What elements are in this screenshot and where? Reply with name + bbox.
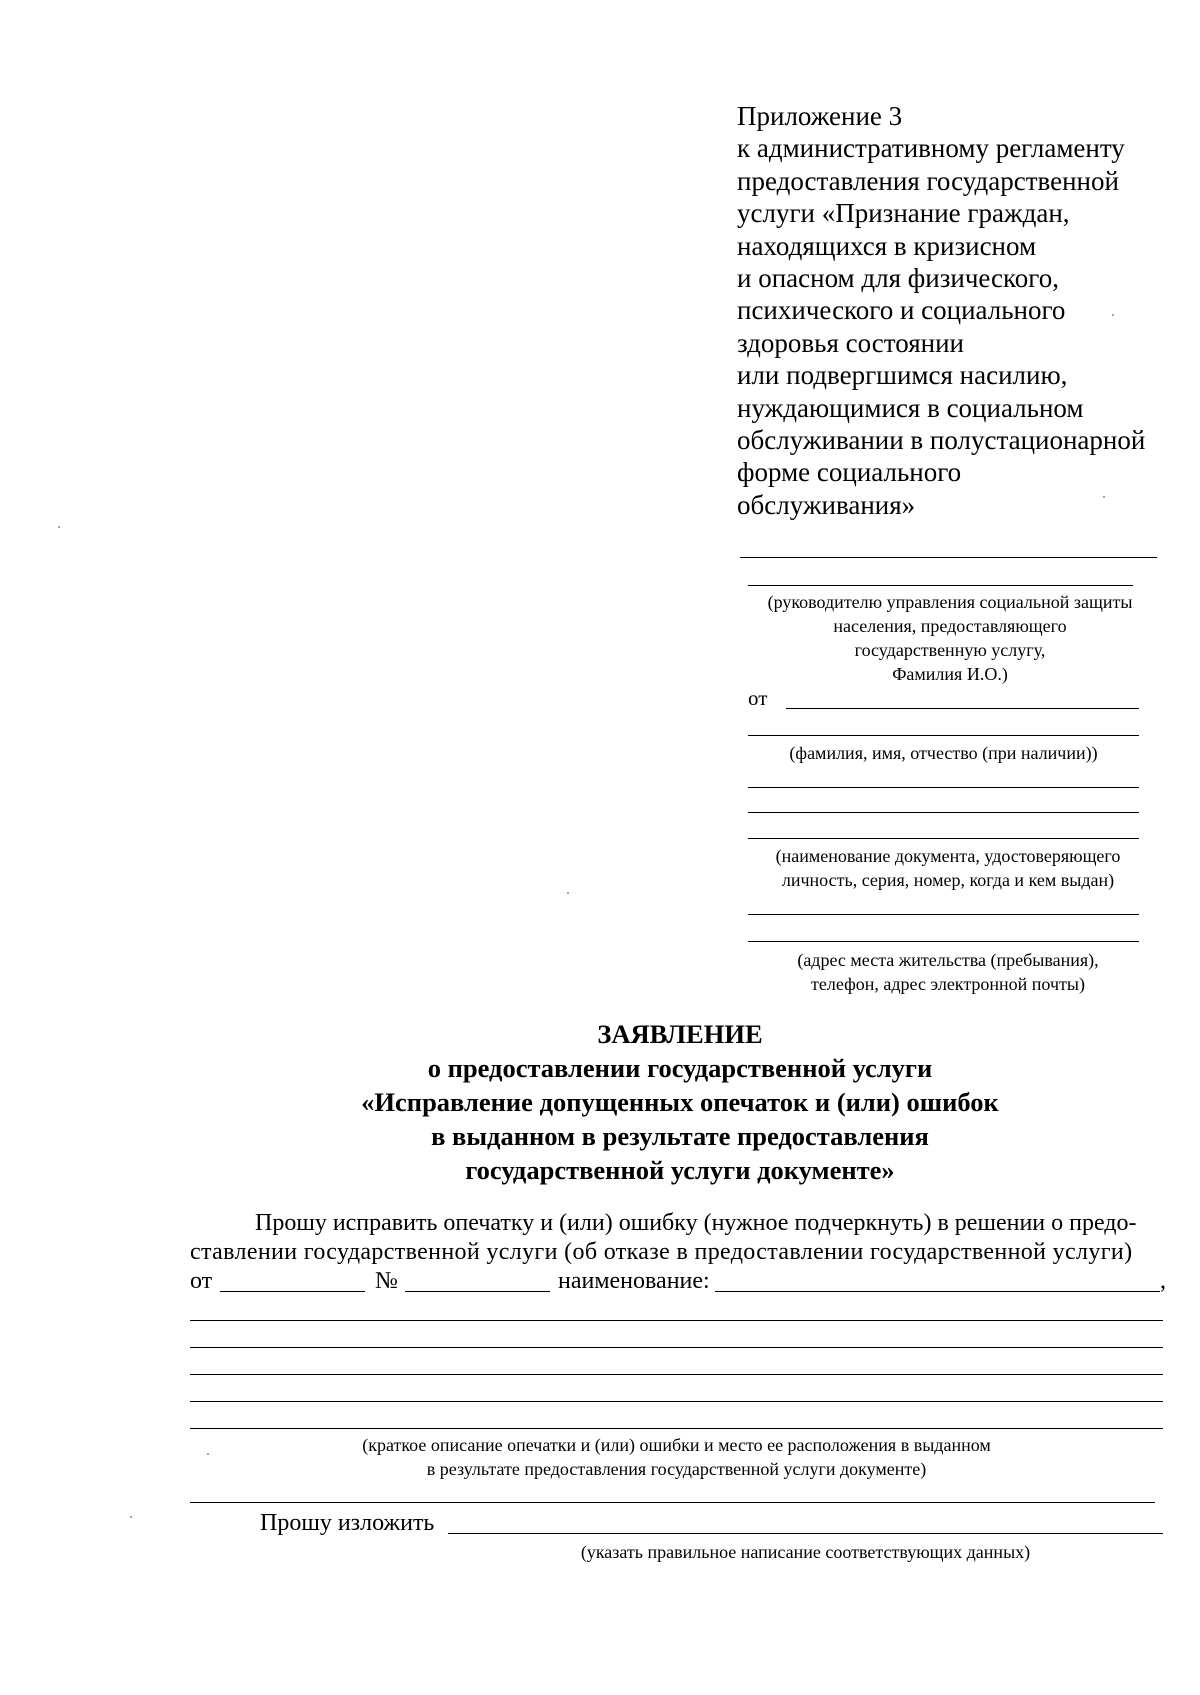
appendix-line: обслуживании в полустационарной <box>737 425 1146 456</box>
caption-line: (краткое описание опечатки и (или) ошибки и место ее расположения в выданном <box>362 1435 991 1455</box>
appendix-header <box>737 100 1177 521</box>
restate-caption <box>448 1540 1163 1564</box>
request-text-line: ставлении государственной услуги (об отказе в предоставлении государственной услуги) <box>190 1239 1133 1265</box>
caption-line: (адрес места жительства (пребывания), <box>797 950 1099 970</box>
scan-speck <box>58 526 60 528</box>
document-field-line[interactable] <box>748 787 1139 788</box>
address-caption <box>748 948 1148 996</box>
decision-name-field[interactable] <box>715 1291 1160 1292</box>
appendix-line: обслуживания» <box>737 489 916 520</box>
description-field-line[interactable] <box>190 1502 1155 1503</box>
appendix-line: услуги «Признание граждан, <box>737 198 1070 229</box>
description-field-line[interactable] <box>190 1347 1163 1348</box>
caption-line: (наименование документа, удостоверяющего <box>775 846 1121 866</box>
from-field-line[interactable] <box>786 708 1139 709</box>
caption-line: телефон, адрес электронной почты) <box>811 974 1085 994</box>
restate-field-line[interactable] <box>448 1533 1163 1534</box>
description-field-line[interactable] <box>190 1428 1163 1429</box>
restate-label: Прошу изложить <box>260 1510 435 1536</box>
appendix-line: Приложение 3 <box>737 101 903 131</box>
document-field-line[interactable] <box>748 838 1139 839</box>
trailing-comma: , <box>1160 1268 1166 1294</box>
description-field-line[interactable] <box>190 1374 1163 1375</box>
caption-line: Фамилия И.О.) <box>892 664 1008 684</box>
appendix-line: психического и социального <box>737 295 1066 326</box>
title-line: ЗАЯВЛЕНИЕ <box>597 1019 763 1049</box>
address-field-line[interactable] <box>748 941 1139 942</box>
scan-speck <box>1112 314 1114 316</box>
caption-line: (фамилия, имя, отчество (при наличии)) <box>789 743 1098 763</box>
appendix-line: нуждающимися в социальном <box>737 392 1084 423</box>
number-label: № <box>375 1268 398 1294</box>
caption-line: населения, предоставляющего <box>833 616 1067 636</box>
name-field-line[interactable] <box>748 735 1139 736</box>
decision-number-field[interactable] <box>405 1291 550 1292</box>
caption-line: личность, серия, номер, когда и кем выдан) <box>781 870 1115 890</box>
decision-date-field[interactable] <box>220 1291 365 1292</box>
from-date-label: от <box>190 1268 213 1294</box>
description-field-line[interactable] <box>190 1320 1163 1321</box>
scan-speck <box>207 1453 209 1455</box>
description-field-line[interactable] <box>190 1401 1163 1402</box>
scan-speck <box>567 892 569 894</box>
caption-line: государственную услугу, <box>854 640 1046 660</box>
address-field-line[interactable] <box>748 914 1139 915</box>
scan-speck <box>1103 496 1105 498</box>
document-field-line[interactable] <box>748 812 1139 813</box>
caption-line: (руководителю управления социальной защиты <box>767 592 1133 612</box>
caption-line: (указать правильное написание соответствующих данных) <box>580 1542 1031 1562</box>
title-line: государственной услуги документе» <box>465 1155 895 1185</box>
document-title <box>200 1017 1160 1187</box>
title-line: в выданном в результате предоставления <box>431 1121 929 1151</box>
appendix-line: или подвергшимся насилию, <box>737 360 1068 391</box>
appendix-line: предоставления государственной <box>737 165 1119 196</box>
name-label: наименование: <box>558 1268 710 1294</box>
appendix-line: находящихся в кризисном <box>737 230 1037 261</box>
title-line: о предоставлении государственной услуги <box>427 1053 933 1083</box>
request-text-line: Прошу исправить опечатку и (или) ошибку (нужное подчеркнуть) в решении о предо- <box>255 1210 1137 1236</box>
addressee-field-line[interactable] <box>740 557 1157 558</box>
appendix-line: форме социального <box>737 457 962 488</box>
name-caption <box>748 741 1139 765</box>
caption-line: в результате предоставления государственной услуги документе) <box>426 1459 927 1479</box>
appendix-line: здоровья состоянии <box>737 327 964 358</box>
addressee-caption <box>740 590 1160 686</box>
scan-speck <box>130 1516 132 1518</box>
description-caption <box>190 1433 1163 1481</box>
title-line: «Исправление допущенных опечаток и (или) ошибок <box>361 1087 999 1117</box>
appendix-line: к административному регламенту <box>737 133 1125 164</box>
addressee-field-line[interactable] <box>748 585 1133 586</box>
from-label: от <box>748 686 768 710</box>
document-caption <box>748 844 1148 892</box>
appendix-line: и опасном для физического, <box>737 263 1059 294</box>
